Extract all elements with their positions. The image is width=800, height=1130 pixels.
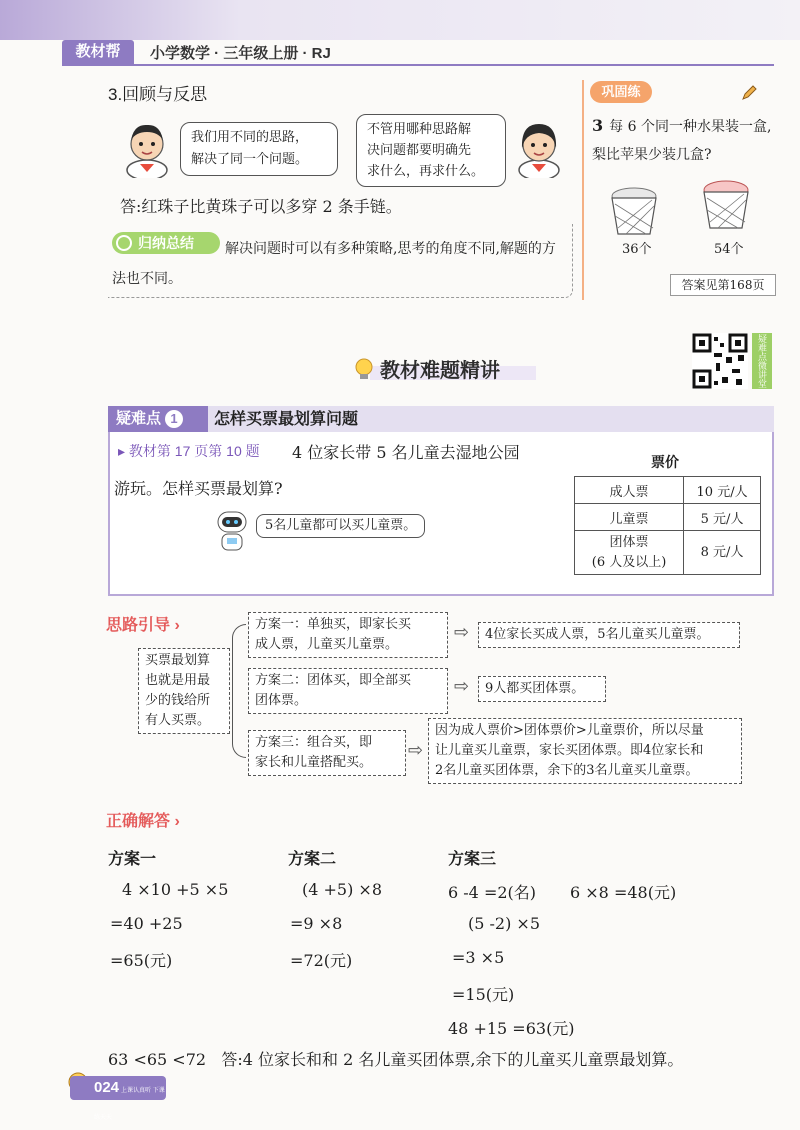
bubble-text: 决问题都要明确先 [367, 143, 472, 158]
problem-title: 怎样买票最划算问题 [214, 411, 359, 428]
table-row [575, 477, 761, 504]
robot-icon [212, 508, 252, 554]
plan-two-title: 方案二 [288, 851, 337, 868]
guide-heading: 思路引导 › [106, 617, 180, 634]
problem-text: 游玩。怎样买票最划算? [114, 479, 283, 498]
boy-avatar-icon [124, 118, 170, 178]
target-icon [116, 235, 132, 251]
difficulty-tag [108, 406, 208, 432]
ticket-type-name: 团体票 [609, 534, 649, 550]
summary-tag [112, 232, 220, 254]
box-text: 也就是用最 [145, 673, 211, 688]
summary-text: 解决问题时可以有多种策略,思考的角度不同,解题的方法也不同。 [112, 241, 556, 287]
equation-line: 6 -4 =2(名) [448, 883, 537, 902]
ticket-type-condition: (6 人及以上) [591, 554, 667, 570]
boy-speech-bubble [180, 122, 338, 176]
pear-basket-icon [606, 186, 662, 236]
equation-line: (4 +5) ×8 [302, 880, 383, 899]
equation-line: 4 ×10 +5 ×5 [122, 880, 229, 899]
table-row [575, 504, 761, 531]
box-text: 因为成人票价>团体票价>儿童票价，所以尽量 [435, 723, 704, 738]
ticket-type: 成人票 [575, 477, 684, 504]
lightbulb-icon [352, 356, 376, 382]
apple-count-label: 54个 [714, 242, 744, 257]
bubble-text: 不管用哪种思路解 [367, 122, 472, 137]
bubble-text: 求什么，再求什么。 [367, 164, 485, 179]
price-table-title: 票价 [651, 455, 679, 471]
plan-three-title: 方案三 [448, 851, 497, 868]
ticket-price: 10 元/人 [684, 477, 761, 504]
bubble-text: 我们用不同的思路， [191, 130, 309, 145]
problem-text: 4 位家长带 5 名儿童去湿地公园 [292, 443, 520, 462]
box-text: 方案二：团体买，即全部买 [255, 673, 412, 688]
guide-heading-label: 思路引导 [106, 617, 171, 634]
equation-line: 48 +15 =63(元) [448, 1019, 575, 1038]
practice-number: 3 [592, 116, 604, 135]
comparison: 63 <65 <72 [108, 1050, 207, 1069]
box-text: 让儿童买儿童票，家长买团体票。即4位家长和 [435, 743, 704, 758]
difficulty-number: 1 [165, 410, 183, 428]
plan-two-result: 9人都买团体票。 [478, 676, 606, 702]
ticket-price: 5 元/人 [684, 504, 761, 531]
brand-label: 教材帮 [62, 40, 134, 64]
textbook-reference: ▸ 教材第 17 页第 10 题 [118, 443, 260, 459]
section-title: 教材难题精讲 [380, 360, 500, 382]
price-table [574, 476, 761, 575]
reflection-title: 3.回顾与反思 [108, 85, 208, 104]
plan-two-box [248, 668, 448, 714]
table-row [575, 531, 761, 575]
final-answer-text: 答:4 位家长和和 2 名儿童买团体票,余下的儿童买儿童票最划算。 [221, 1050, 684, 1069]
header-divider [62, 64, 774, 66]
apple-basket-icon [698, 180, 754, 230]
qr-code-icon[interactable] [692, 333, 748, 389]
qr-side-label: 疑难点微讲堂 [752, 333, 772, 389]
arrow-right-icon: ⇨ [408, 740, 424, 761]
box-text: 家长和儿童搭配买。 [255, 755, 373, 770]
girl-speech-bubble [356, 114, 506, 187]
pear-count-label: 36个 [622, 242, 652, 257]
practice-text: 每 6 个同一种水果装一盒,梨比苹果少装几盒? [592, 119, 772, 163]
robot-speech-bubble: 5名儿童都可以买儿童票。 [256, 514, 425, 538]
girl-avatar-icon [516, 118, 562, 178]
bubble-text: 解决了同一个问题。 [191, 152, 309, 167]
equation-line: 6 ×8 =48(元) [570, 883, 677, 902]
reflection-answer: 答:红珠子比黄珠子可以多穿 2 条手链。 [120, 197, 402, 216]
box-text: 团体票。 [255, 693, 308, 708]
answer-reference: 答案见第168页 [670, 274, 776, 296]
plan-three-box [248, 730, 406, 776]
plan-one-box [248, 612, 448, 658]
plan-one-title: 方案一 [108, 851, 157, 868]
arrow-right-icon: ⇨ [454, 622, 470, 643]
answer-heading-label: 正确解答 [106, 813, 171, 830]
plan-three-result [428, 718, 742, 784]
core-idea-box [138, 648, 230, 734]
page-number: 024 [94, 1079, 120, 1096]
answer-heading: 正确解答 › [106, 813, 180, 830]
box-text: 有人买票。 [145, 713, 211, 728]
summary-tag-label: 归纳总结 [138, 235, 194, 251]
practice-tag: 巩固练 [590, 81, 652, 103]
page-number-badge [70, 1076, 166, 1121]
box-text: 成人票，儿童买儿童票。 [255, 637, 399, 652]
practice-question [592, 112, 772, 169]
brace-connector [232, 624, 246, 758]
ticket-type [575, 531, 684, 575]
arrow-right-icon: ⇨ [454, 676, 470, 697]
practice-divider [582, 80, 584, 300]
box-text: 买票最划算 [145, 653, 211, 668]
box-text: 方案三：组合买，即 [255, 735, 373, 750]
equation-line: =40 +25 [110, 914, 183, 933]
plan-one-result: 4位家长买成人票，5名儿童买儿童票。 [478, 622, 740, 648]
final-answer [108, 1047, 683, 1070]
box-text: 方案一：单独买，即家长买 [255, 617, 412, 632]
box-text: 少的钱给所 [145, 693, 211, 708]
pencil-icon [740, 84, 758, 102]
ticket-price: 8 元/人 [684, 531, 761, 575]
equation-line: =9 ×8 [290, 914, 343, 933]
equation-line: =65(元) [110, 951, 173, 970]
box-text: 2名儿童买团体票，余下的3名儿童买儿童票。 [435, 763, 699, 778]
equation-line: (5 -2) ×5 [468, 914, 541, 933]
difficulty-tag-label: 疑难点 [116, 410, 162, 427]
header-title: 小学数学 · 三年级上册 · RJ [150, 45, 331, 62]
ticket-type: 儿童票 [575, 504, 684, 531]
header-band [0, 0, 800, 40]
equation-line: =15(元) [452, 985, 515, 1004]
equation-line: =72(元) [290, 951, 353, 970]
equation-line: =3 ×5 [452, 948, 505, 967]
footer-note: 上课认真听 下课练天天 [94, 1088, 165, 1121]
